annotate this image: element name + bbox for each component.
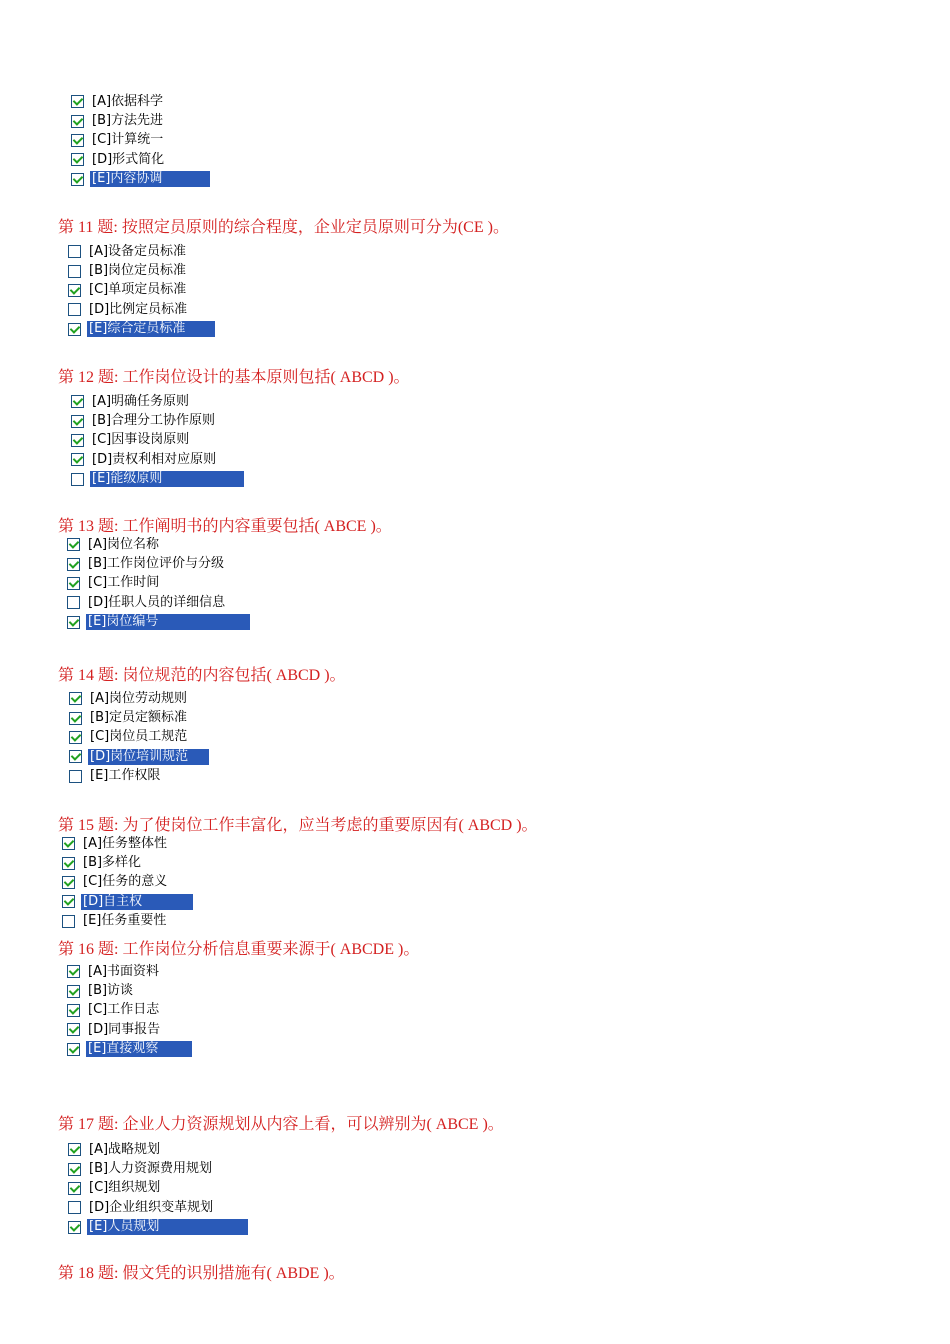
answer-option[interactable] (68, 261, 215, 280)
answer-option[interactable] (68, 242, 215, 261)
option-list (69, 689, 209, 786)
question-title: 第 11 题: 按照定员原则的综合程度，企业定员原则可分为(CE )。 (58, 219, 509, 236)
option-label: [B]合理分工协作原则 (92, 413, 216, 429)
checkbox-checked-icon[interactable] (67, 1023, 80, 1036)
checkbox-checked-icon[interactable] (67, 965, 80, 978)
checkbox-checked-icon[interactable] (67, 538, 80, 551)
checkbox-unchecked-icon[interactable] (68, 245, 81, 258)
checkbox-checked-icon[interactable] (71, 153, 84, 166)
checkbox-checked-icon[interactable] (67, 1043, 80, 1056)
checkbox-checked-icon[interactable] (62, 895, 75, 908)
option-label: [C]单项定员标准 (89, 282, 187, 298)
checkbox-checked-icon[interactable] (69, 692, 82, 705)
answer-option[interactable] (69, 728, 209, 747)
checkbox-checked-icon[interactable] (71, 115, 84, 128)
option-list (68, 242, 215, 339)
answer-option[interactable] (62, 834, 193, 853)
checkbox-checked-icon[interactable] (71, 453, 84, 466)
option-label: [C]工作日志 (88, 1002, 160, 1018)
answer-option[interactable] (71, 131, 210, 150)
checkbox-unchecked-icon[interactable] (69, 770, 82, 783)
answer-option[interactable] (71, 392, 244, 411)
option-label: [B]人力资源费用规划 (89, 1161, 213, 1177)
answer-option[interactable] (71, 470, 244, 489)
option-label: [D]责权利相对应原则 (92, 451, 217, 467)
checkbox-checked-icon[interactable] (68, 284, 81, 297)
option-label: [D]比例定员标准 (89, 301, 188, 317)
option-label: [A]战略规划 (89, 1141, 161, 1157)
checkbox-checked-icon[interactable] (68, 1143, 81, 1156)
answer-option[interactable] (68, 1179, 248, 1198)
option-label: [C]岗位员工规范 (90, 729, 188, 745)
checkbox-checked-icon[interactable] (71, 434, 84, 447)
answer-option[interactable] (71, 411, 244, 430)
checkbox-checked-icon[interactable] (67, 1004, 80, 1017)
option-label: [D]企业组织变革规划 (89, 1199, 214, 1215)
option-label: [E]内容协调 (90, 171, 210, 187)
option-label: [C]组织规划 (89, 1180, 161, 1196)
option-label: [D]形式简化 (92, 151, 165, 167)
checkbox-checked-icon[interactable] (62, 876, 75, 889)
option-label: [B]工作岗位评价与分级 (88, 556, 225, 572)
option-label: [E]综合定员标准 (87, 321, 215, 337)
option-label: [E]能级原则 (90, 471, 244, 487)
answer-option[interactable] (68, 1159, 248, 1178)
checkbox-checked-icon[interactable] (71, 95, 84, 108)
answer-option[interactable] (68, 320, 215, 339)
checkbox-checked-icon[interactable] (62, 857, 75, 870)
checkbox-checked-icon[interactable] (69, 712, 82, 725)
question-title: 第 15 题: 为了使岗位工作丰富化，应当考虑的重要原因有( ABCD )。 (58, 817, 538, 834)
option-label: [D]自主权 (81, 894, 193, 910)
checkbox-checked-icon[interactable] (71, 415, 84, 428)
option-label: [D]岗位培训规范 (88, 749, 209, 765)
answer-option[interactable] (69, 767, 209, 786)
checkbox-checked-icon[interactable] (69, 750, 82, 763)
answer-option[interactable] (67, 613, 250, 632)
answer-option[interactable] (67, 1040, 192, 1059)
option-list (62, 834, 193, 931)
answer-option[interactable] (67, 1020, 192, 1039)
option-label: [B]多样化 (83, 855, 142, 871)
option-label: [A]书面资料 (88, 963, 160, 979)
option-label: [C]计算统一 (92, 132, 164, 148)
question-title: 第 18 题: 假文凭的识别措施有( ABDE )。 (58, 1265, 345, 1282)
answer-option[interactable] (71, 431, 244, 450)
checkbox-checked-icon[interactable] (68, 323, 81, 336)
answer-option[interactable] (68, 300, 215, 319)
checkbox-unchecked-icon[interactable] (71, 473, 84, 486)
answer-option[interactable] (62, 873, 193, 892)
option-label: [E]任务重要性 (83, 913, 167, 929)
answer-option[interactable] (67, 554, 250, 573)
checkbox-checked-icon[interactable] (69, 731, 82, 744)
checkbox-checked-icon[interactable] (68, 1221, 81, 1234)
answer-option[interactable] (62, 853, 193, 872)
answer-option[interactable] (71, 111, 210, 130)
question-title: 第 14 题: 岗位规范的内容包括( ABCD )。 (58, 667, 346, 684)
answer-option[interactable] (67, 535, 250, 554)
answer-option[interactable] (67, 1001, 192, 1020)
checkbox-checked-icon[interactable] (67, 558, 80, 571)
checkbox-checked-icon[interactable] (68, 1163, 81, 1176)
option-list (67, 962, 192, 1059)
option-label: [B]访谈 (88, 983, 134, 999)
answer-option[interactable] (67, 981, 192, 1000)
option-label: [E]人员规划 (87, 1219, 248, 1235)
checkbox-checked-icon[interactable] (68, 1182, 81, 1195)
checkbox-checked-icon[interactable] (71, 173, 84, 186)
answer-option[interactable] (62, 892, 193, 911)
question-title: 第 17 题: 企业人力资源规划从内容上看，可以辨别为( ABCE )。 (58, 1116, 504, 1133)
answer-option[interactable] (71, 150, 210, 169)
option-label: [A]明确任务原则 (92, 393, 190, 409)
option-label: [A]岗位劳动规则 (90, 690, 188, 706)
answer-option[interactable] (68, 1198, 248, 1217)
option-label: [C]工作时间 (88, 575, 160, 591)
option-label: [A]设备定员标准 (89, 243, 187, 259)
answer-option[interactable] (71, 450, 244, 469)
option-label: [C]任务的意义 (83, 874, 168, 890)
option-label: [B]方法先进 (92, 113, 164, 129)
question-title: 第 12 题: 工作岗位设计的基本原则包括( ABCD )。 (58, 369, 410, 386)
checkbox-unchecked-icon[interactable] (68, 1201, 81, 1214)
option-label: [C]因事设岗原则 (92, 432, 190, 448)
option-list (71, 392, 244, 489)
checkbox-checked-icon[interactable] (71, 395, 84, 408)
checkbox-unchecked-icon[interactable] (62, 915, 75, 928)
option-list (68, 1140, 248, 1237)
option-label: [E]直接观察 (86, 1041, 192, 1057)
checkbox-checked-icon[interactable] (67, 985, 80, 998)
option-label: [B]定员定额标准 (90, 710, 188, 726)
checkbox-checked-icon[interactable] (71, 134, 84, 147)
answer-option[interactable] (62, 912, 193, 931)
option-label: [A]岗位名称 (88, 536, 160, 552)
option-list (67, 535, 250, 632)
answer-option[interactable] (69, 747, 209, 766)
checkbox-unchecked-icon[interactable] (68, 303, 81, 316)
answer-option[interactable] (67, 962, 192, 981)
answer-option[interactable] (69, 708, 209, 727)
checkbox-checked-icon[interactable] (67, 577, 80, 590)
answer-option[interactable] (67, 574, 250, 593)
checkbox-unchecked-icon[interactable] (67, 596, 80, 609)
answer-option[interactable] (71, 170, 210, 189)
option-label: [A]任务整体性 (83, 835, 168, 851)
checkbox-checked-icon[interactable] (67, 616, 80, 629)
option-label: [E]工作权限 (90, 768, 161, 784)
question-title: 第 13 题: 工作阐明书的内容重要包括( ABCE )。 (58, 518, 392, 535)
answer-option[interactable] (68, 1140, 248, 1159)
option-label: [D]同事报告 (88, 1021, 161, 1037)
option-label: [B]岗位定员标准 (89, 263, 187, 279)
checkbox-checked-icon[interactable] (62, 837, 75, 850)
option-label: [E]岗位编号 (86, 614, 250, 630)
answer-option[interactable] (68, 281, 215, 300)
option-label: [A]依据科学 (92, 93, 164, 109)
answer-option[interactable] (68, 1218, 248, 1237)
checkbox-unchecked-icon[interactable] (68, 265, 81, 278)
option-list (71, 92, 210, 189)
answer-option[interactable] (71, 92, 210, 111)
question-title: 第 16 题: 工作岗位分析信息重要来源于( ABCDE )。 (58, 941, 420, 958)
option-label: [D]任职人员的详细信息 (88, 594, 226, 610)
answer-option[interactable] (67, 593, 250, 612)
answer-option[interactable] (69, 689, 209, 708)
